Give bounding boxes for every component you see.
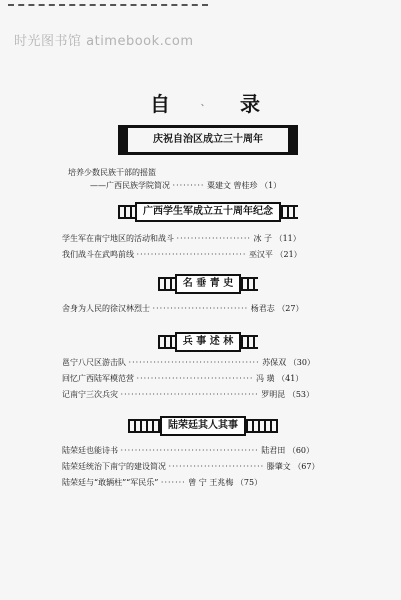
toc-entry: 学生军在南宁地区的活动和战斗 ····················· 冰 子 （11） <box>62 234 301 243</box>
entry-author: 冰 子 <box>253 234 273 243</box>
entry-author: 巫汉平 <box>248 250 273 259</box>
entry-page: （53） <box>287 390 315 399</box>
title-char-right: 录 <box>240 92 260 116</box>
entry-author: 杨君志 <box>250 304 275 313</box>
toc-entry: ——广西民族学院简况 ········· 粟建文 曾桂珍 （1） <box>90 181 282 190</box>
entry-page: （27） <box>277 304 304 313</box>
entry-page: （67） <box>293 462 320 471</box>
entry-title: 舍身为人民的徐汉林烈士 <box>62 304 150 313</box>
entry-page: （11） <box>274 234 301 243</box>
toc-entry: 我们战斗在武鸣前线 ······························· 巫汉平 （21） <box>62 250 302 259</box>
toc-entry: 陆荣廷也能诗书 ······································· 陆君田 （60） <box>62 446 315 455</box>
toc-entry: 陆荣廷统治下南宁的建设简况 ··························· 滕肇文 （67） <box>62 462 320 471</box>
entry-author: 冯 璜 <box>256 374 275 383</box>
toc-entry: 陆荣廷与“敢辆柱”“军民乐” ······· 曾 宁 王兆梅 （75） <box>62 478 263 487</box>
entry-title: 陆荣廷与“敢辆柱”“军民乐” <box>62 478 159 487</box>
entry-page: （30） <box>288 358 315 367</box>
toc-entry: 记南宁三次兵灾 ······································· 罗明昆 （53） <box>62 390 315 399</box>
title-char-left: 自 <box>150 92 170 116</box>
entry-page: （60） <box>287 446 315 455</box>
watermark: 时光图书馆 atimebook.com <box>14 34 194 49</box>
entry-title: 陆荣廷统治下南宁的建设简况 <box>62 462 166 471</box>
section-heading <box>158 330 258 354</box>
entry-author: 陆君田 <box>261 446 286 455</box>
entry-page: （41） <box>277 374 304 383</box>
entry-title: 邕宁八尺区游击队 <box>62 358 126 367</box>
entry-author: 罗明昆 <box>261 390 286 399</box>
section-heading <box>128 414 278 438</box>
section-title: 兵 事 述 林 <box>175 332 241 352</box>
entry-author: 滕肇文 <box>266 462 291 471</box>
entry-title: 培养少数民族干部的摇篮 <box>68 168 156 177</box>
toc-entry: 回忆广西陆军模范营 ································· 冯 璜 （41） <box>62 374 304 383</box>
entry-page: （75） <box>235 478 263 487</box>
section-title: 陆荣廷其人其事 <box>160 416 246 436</box>
section-title: 名 垂 青 史 <box>175 274 241 294</box>
title-mark: 、 <box>201 97 209 107</box>
entry-author: 曾 宁 王兆梅 <box>188 478 234 487</box>
entry-title: 我们战斗在武鸣前线 <box>62 250 134 259</box>
top-divider <box>8 4 208 6</box>
ornament-frame <box>118 125 298 155</box>
section-heading <box>118 125 298 155</box>
section-heading <box>158 272 258 296</box>
entry-author: 粟建文 曾桂珍 <box>206 181 258 190</box>
toc-entry <box>68 168 156 178</box>
section-title: 广西学生军成立五十周年纪念 <box>135 202 281 222</box>
toc-entry: 邕宁八尺区游击队 ····································· 苏保双 （30） <box>62 358 315 367</box>
section-title: 庆祝自治区成立三十周年 <box>147 132 269 148</box>
page-title <box>150 88 260 117</box>
entry-author: 苏保双 <box>262 358 287 367</box>
entry-page: （21） <box>275 250 302 259</box>
entry-page: （1） <box>260 181 282 190</box>
entry-title: 陆荣廷也能诗书 <box>62 446 118 455</box>
entry-title: 记南宁三次兵灾 <box>62 390 118 399</box>
section-heading <box>118 200 298 224</box>
entry-title: ——广西民族学院简况 <box>90 181 170 190</box>
toc-entry: 舍身为人民的徐汉林烈士 ··························· 杨君志 （27） <box>62 304 304 313</box>
entry-title: 回忆广西陆军模范营 <box>62 374 134 383</box>
entry-title: 学生军在南宁地区的活动和战斗 <box>62 234 174 243</box>
